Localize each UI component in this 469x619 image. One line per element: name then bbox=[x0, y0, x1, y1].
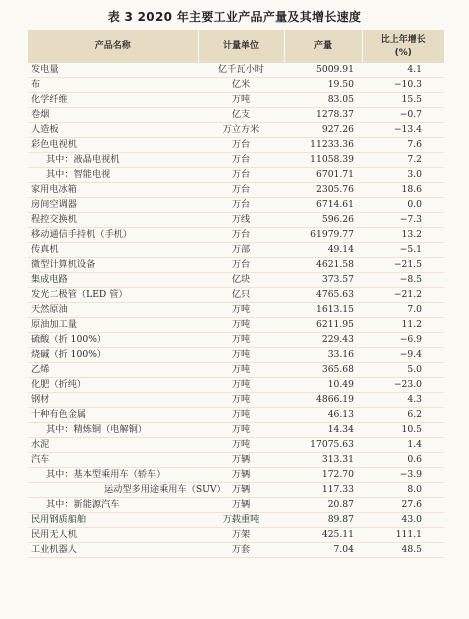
output-cell: 596.26 bbox=[284, 213, 362, 228]
product-name-cell: 民用无人机 bbox=[28, 528, 198, 543]
table-row bbox=[28, 183, 444, 198]
growth-cell: −7.3 bbox=[362, 213, 444, 228]
product-name-cell: 汽车 bbox=[28, 453, 198, 468]
product-name-cell: 发光二极管（LED 管） bbox=[28, 288, 198, 303]
product-name-cell: 十种有色金属 bbox=[28, 408, 198, 423]
output-cell: 117.33 bbox=[284, 483, 362, 498]
unit-cell: 万吨 bbox=[198, 438, 284, 453]
growth-cell: 13.2 bbox=[362, 228, 444, 243]
output-cell: 83.05 bbox=[284, 93, 362, 108]
table-row bbox=[28, 348, 444, 363]
growth-cell: 0.6 bbox=[362, 453, 444, 468]
product-name-cell: 烧碱（折 100%） bbox=[28, 348, 198, 363]
unit-cell: 万吨 bbox=[198, 393, 284, 408]
product-name-cell: 其中：精炼铜（电解铜） bbox=[28, 423, 198, 438]
header-growth bbox=[362, 30, 444, 63]
output-cell: 1613.15 bbox=[284, 303, 362, 318]
unit-cell: 万台 bbox=[198, 168, 284, 183]
growth-cell: 4.3 bbox=[362, 393, 444, 408]
output-cell: 172.70 bbox=[284, 468, 362, 483]
unit-cell: 万吨 bbox=[198, 408, 284, 423]
growth-cell: −21.5 bbox=[362, 258, 444, 273]
table-row bbox=[28, 468, 444, 483]
table-row bbox=[28, 393, 444, 408]
growth-cell: −13.4 bbox=[362, 123, 444, 138]
product-name-cell: 其中：基本型乘用车（轿车） bbox=[28, 468, 198, 483]
product-name-cell: 布 bbox=[28, 78, 198, 93]
table-row bbox=[28, 198, 444, 213]
table-row bbox=[28, 438, 444, 453]
output-cell: 4765.63 bbox=[284, 288, 362, 303]
unit-cell: 万辆 bbox=[198, 453, 284, 468]
product-name-cell: 工业机器人 bbox=[28, 543, 198, 558]
unit-cell: 万吨 bbox=[198, 348, 284, 363]
output-cell: 6211.95 bbox=[284, 318, 362, 333]
table-row bbox=[28, 273, 444, 288]
unit-cell: 万台 bbox=[198, 153, 284, 168]
output-cell: 373.57 bbox=[284, 273, 362, 288]
growth-cell: 1.4 bbox=[362, 438, 444, 453]
product-name-cell: 化肥（折纯） bbox=[28, 378, 198, 393]
output-cell: 14.34 bbox=[284, 423, 362, 438]
table-row bbox=[28, 123, 444, 138]
product-name-cell: 乙烯 bbox=[28, 363, 198, 378]
unit-cell: 万辆 bbox=[198, 483, 284, 498]
table-row bbox=[28, 303, 444, 318]
unit-cell: 万载重吨 bbox=[198, 513, 284, 528]
unit-cell: 万台 bbox=[198, 198, 284, 213]
table-row bbox=[28, 78, 444, 93]
output-cell: 4866.19 bbox=[284, 393, 362, 408]
growth-cell: 11.2 bbox=[362, 318, 444, 333]
unit-cell: 亿支 bbox=[198, 108, 284, 123]
table-row bbox=[28, 108, 444, 123]
table-row bbox=[28, 63, 444, 78]
product-name-cell: 程控交换机 bbox=[28, 213, 198, 228]
output-cell: 19.50 bbox=[284, 78, 362, 93]
product-name-cell: 运动型多用途乘用车（SUV） bbox=[28, 483, 198, 498]
unit-cell: 亿块 bbox=[198, 273, 284, 288]
header-growth-line2: (%) bbox=[394, 47, 412, 58]
output-cell: 6701.71 bbox=[284, 168, 362, 183]
header-product-name: 产品名称 bbox=[28, 30, 198, 63]
header-output: 产量 bbox=[284, 30, 362, 63]
table-row bbox=[28, 363, 444, 378]
growth-cell: −10.3 bbox=[362, 78, 444, 93]
growth-cell: 111.1 bbox=[362, 528, 444, 543]
output-cell: 11058.39 bbox=[284, 153, 362, 168]
output-cell: 7.04 bbox=[284, 543, 362, 558]
output-cell: 313.31 bbox=[284, 453, 362, 468]
header-unit: 计量单位 bbox=[198, 30, 284, 63]
product-name-cell: 硫酸（折 100%） bbox=[28, 333, 198, 348]
output-cell: 365.68 bbox=[284, 363, 362, 378]
table-row bbox=[28, 528, 444, 543]
product-name-cell: 移动通信手持机（手机） bbox=[28, 228, 198, 243]
unit-cell: 万台 bbox=[198, 138, 284, 153]
product-name-cell: 其中：新能源汽车 bbox=[28, 498, 198, 513]
unit-cell: 万辆 bbox=[198, 498, 284, 513]
output-cell: 4621.58 bbox=[284, 258, 362, 273]
product-name-cell: 传真机 bbox=[28, 243, 198, 258]
product-name-cell: 天然原油 bbox=[28, 303, 198, 318]
table-row bbox=[28, 213, 444, 228]
table-row bbox=[28, 333, 444, 348]
product-name-cell: 卷烟 bbox=[28, 108, 198, 123]
unit-cell: 万台 bbox=[198, 183, 284, 198]
unit-cell: 万吨 bbox=[198, 363, 284, 378]
product-name-cell: 微型计算机设备 bbox=[28, 258, 198, 273]
product-name-cell: 民用钢质船舶 bbox=[28, 513, 198, 528]
product-name-cell: 水泥 bbox=[28, 438, 198, 453]
table-row bbox=[28, 168, 444, 183]
table-row bbox=[28, 138, 444, 153]
table-row bbox=[28, 378, 444, 393]
table-row bbox=[28, 288, 444, 303]
growth-cell: 6.2 bbox=[362, 408, 444, 423]
unit-cell: 亿千瓦小时 bbox=[198, 63, 284, 78]
product-name-cell: 其中：液晶电视机 bbox=[28, 153, 198, 168]
unit-cell: 万吨 bbox=[198, 93, 284, 108]
output-cell: 1278.37 bbox=[284, 108, 362, 123]
unit-cell: 万立方米 bbox=[198, 123, 284, 138]
product-name-cell: 其中：智能电视 bbox=[28, 168, 198, 183]
table-row bbox=[28, 318, 444, 333]
growth-cell: 15.5 bbox=[362, 93, 444, 108]
table-header-row bbox=[28, 30, 444, 63]
output-cell: 6714.61 bbox=[284, 198, 362, 213]
table-row bbox=[28, 153, 444, 168]
unit-cell: 万吨 bbox=[198, 378, 284, 393]
table-row bbox=[28, 93, 444, 108]
output-cell: 61979.77 bbox=[284, 228, 362, 243]
product-name-cell: 发电量 bbox=[28, 63, 198, 78]
output-cell: 89.87 bbox=[284, 513, 362, 528]
output-cell: 46.13 bbox=[284, 408, 362, 423]
growth-cell: 7.0 bbox=[362, 303, 444, 318]
unit-cell: 万吨 bbox=[198, 423, 284, 438]
header-growth-line1: 比上年增长 bbox=[380, 34, 426, 45]
growth-cell: −6.9 bbox=[362, 333, 444, 348]
output-cell: 17075.63 bbox=[284, 438, 362, 453]
unit-cell: 万台 bbox=[198, 228, 284, 243]
product-name-cell: 彩色电视机 bbox=[28, 138, 198, 153]
growth-cell: −21.2 bbox=[362, 288, 444, 303]
growth-cell: 10.5 bbox=[362, 423, 444, 438]
growth-cell: −3.9 bbox=[362, 468, 444, 483]
growth-cell: 3.0 bbox=[362, 168, 444, 183]
product-name-cell: 原油加工量 bbox=[28, 318, 198, 333]
table-row bbox=[28, 258, 444, 273]
table-row bbox=[28, 453, 444, 468]
table-row bbox=[28, 513, 444, 528]
table-row bbox=[28, 243, 444, 258]
growth-cell: 4.1 bbox=[362, 63, 444, 78]
output-cell: 33.16 bbox=[284, 348, 362, 363]
table-row bbox=[28, 498, 444, 513]
growth-cell: 43.0 bbox=[362, 513, 444, 528]
growth-cell: 8.0 bbox=[362, 483, 444, 498]
product-name-cell: 化学纤维 bbox=[28, 93, 198, 108]
output-cell: 229.43 bbox=[284, 333, 362, 348]
table-row bbox=[28, 228, 444, 243]
unit-cell: 万吨 bbox=[198, 303, 284, 318]
table-row bbox=[28, 483, 444, 498]
growth-cell: 48.5 bbox=[362, 543, 444, 558]
growth-cell: 0.0 bbox=[362, 198, 444, 213]
growth-cell: −9.4 bbox=[362, 348, 444, 363]
table-row bbox=[28, 423, 444, 438]
output-cell: 49.14 bbox=[284, 243, 362, 258]
unit-cell: 万部 bbox=[198, 243, 284, 258]
output-cell: 20.87 bbox=[284, 498, 362, 513]
unit-cell: 万线 bbox=[198, 213, 284, 228]
growth-cell: −0.7 bbox=[362, 108, 444, 123]
growth-cell: 27.6 bbox=[362, 498, 444, 513]
unit-cell: 万套 bbox=[198, 543, 284, 558]
unit-cell: 万吨 bbox=[198, 318, 284, 333]
output-cell: 425.11 bbox=[284, 528, 362, 543]
unit-cell: 亿只 bbox=[198, 288, 284, 303]
unit-cell: 万吨 bbox=[198, 333, 284, 348]
unit-cell: 亿米 bbox=[198, 78, 284, 93]
growth-cell: −8.5 bbox=[362, 273, 444, 288]
unit-cell: 万架 bbox=[198, 528, 284, 543]
table-row bbox=[28, 543, 444, 558]
growth-cell: −5.1 bbox=[362, 243, 444, 258]
unit-cell: 万辆 bbox=[198, 468, 284, 483]
output-cell: 2305.76 bbox=[284, 183, 362, 198]
growth-cell: −23.0 bbox=[362, 378, 444, 393]
product-name-cell: 房间空调器 bbox=[28, 198, 198, 213]
growth-cell: 7.2 bbox=[362, 153, 444, 168]
growth-cell: 7.6 bbox=[362, 138, 444, 153]
output-cell: 11233.36 bbox=[284, 138, 362, 153]
table-body bbox=[28, 63, 444, 558]
industrial-output-table bbox=[28, 30, 444, 558]
output-cell: 927.26 bbox=[284, 123, 362, 138]
growth-cell: 18.6 bbox=[362, 183, 444, 198]
output-cell: 10.49 bbox=[284, 378, 362, 393]
product-name-cell: 人造板 bbox=[28, 123, 198, 138]
growth-cell: 5.0 bbox=[362, 363, 444, 378]
product-name-cell: 集成电路 bbox=[28, 273, 198, 288]
unit-cell: 万台 bbox=[198, 258, 284, 273]
table-row bbox=[28, 408, 444, 423]
table-title: 表 3 2020 年主要工业产品产量及其增长速度 bbox=[107, 10, 362, 24]
product-name-cell: 钢材 bbox=[28, 393, 198, 408]
product-name-cell: 家用电冰箱 bbox=[28, 183, 198, 198]
output-cell: 5009.91 bbox=[284, 63, 362, 78]
